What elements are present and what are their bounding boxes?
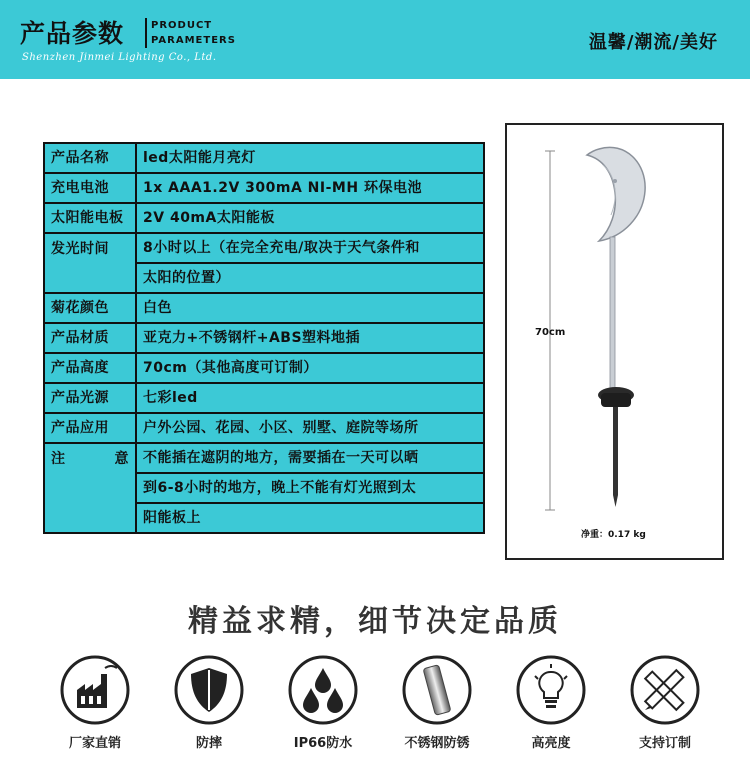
weight-label: 净重：0.17 kg xyxy=(581,530,646,540)
company-name: Shenzhen Jinmei Lighting Co., Ltd. xyxy=(22,52,217,63)
param-value-continued: 阳能板上 xyxy=(136,503,484,533)
param-value: led太阳能月亮灯 xyxy=(136,143,484,173)
light-bulb-icon xyxy=(515,654,587,726)
table-row xyxy=(44,323,484,353)
upper-stake xyxy=(610,237,615,392)
feature-item xyxy=(496,654,606,751)
header-title-en-line1: PRODUCT xyxy=(151,20,213,31)
table-row xyxy=(44,383,484,413)
ruler-pencil-icon xyxy=(629,654,701,726)
table-row xyxy=(44,353,484,383)
param-key-spread xyxy=(51,445,129,473)
param-value-continued: 太阳的位置） xyxy=(136,263,484,293)
param-key: 产品高度 xyxy=(44,353,136,383)
feature-label: 厂家直销 xyxy=(68,736,121,751)
header-title: 产品参数 xyxy=(20,19,125,48)
table-row-continued xyxy=(44,503,484,533)
parameter-table xyxy=(43,142,485,534)
param-key xyxy=(44,443,136,473)
param-key: 菊花颜色 xyxy=(44,293,136,323)
feature-item xyxy=(382,654,492,751)
param-value: 2V 40mA太阳能板 xyxy=(136,203,484,233)
feature-label: IP66防水 xyxy=(293,736,353,751)
feature-item xyxy=(40,654,150,751)
param-key: 产品应用 xyxy=(44,413,136,443)
param-key: 产品名称 xyxy=(44,143,136,173)
param-key-part-b: 意 xyxy=(114,450,129,467)
steel-tube-icon xyxy=(401,654,473,726)
factory-icon xyxy=(59,654,131,726)
param-value: 亚克力+不锈钢杆+ABS塑料地插 xyxy=(136,323,484,353)
param-value: 8小时以上（在完全充电/取决于天气条件和 xyxy=(136,233,484,263)
section-title: 精益求精，细节决定品质 xyxy=(188,604,562,639)
header-title-en xyxy=(151,18,236,48)
param-value: 户外公园、花园、小区、别墅、庭院等场所 xyxy=(136,413,484,443)
feature-item xyxy=(610,654,720,751)
param-value: 不能插在遮阴的地方，需要插在一天可以晒 xyxy=(136,443,484,473)
feature-row xyxy=(0,654,750,754)
height-label: 70cm xyxy=(535,327,566,338)
header-slogan: 温馨/潮流/美好 xyxy=(588,32,718,53)
table-row xyxy=(44,173,484,203)
param-key-empty xyxy=(44,263,136,293)
shield-icon xyxy=(173,654,245,726)
header-title-en-line2: PARAMETERS xyxy=(151,35,236,46)
param-key-empty xyxy=(44,473,136,503)
param-value: 七彩led xyxy=(136,383,484,413)
param-key: 发光时间 xyxy=(44,233,136,263)
table-row-continued xyxy=(44,263,484,293)
param-key: 产品材质 xyxy=(44,323,136,353)
table-row xyxy=(44,233,484,263)
ground-stake xyxy=(613,407,618,495)
table-row-continued xyxy=(44,473,484,503)
feature-label: 防摔 xyxy=(195,736,222,751)
table-row xyxy=(44,413,484,443)
feature-item xyxy=(268,654,378,751)
param-value: 白色 xyxy=(136,293,484,323)
param-key: 太阳能电板 xyxy=(44,203,136,233)
header-banner xyxy=(0,0,750,79)
feature-label: 高亮度 xyxy=(531,736,571,751)
feature-item xyxy=(154,654,264,751)
param-key: 产品光源 xyxy=(44,383,136,413)
table-row xyxy=(44,443,484,473)
param-key-part-a: 注 xyxy=(51,450,66,467)
table-row xyxy=(44,293,484,323)
param-key-empty xyxy=(44,503,136,533)
feature-label: 支持订制 xyxy=(638,736,691,751)
feature-label: 不锈钢防锈 xyxy=(404,736,470,751)
water-drops-icon xyxy=(287,654,359,726)
table-row xyxy=(44,143,484,173)
param-value-continued: 到6-8小时的地方，晚上不能有灯光照到太 xyxy=(136,473,484,503)
param-key: 充电电池 xyxy=(44,173,136,203)
table-row xyxy=(44,203,484,233)
param-value: 1x AAA1.2V 300mA NI-MH 环保电池 xyxy=(136,173,484,203)
moon-stake-light-illustration xyxy=(507,125,722,558)
param-value: 70cm（其他高度可订制） xyxy=(136,353,484,383)
moon-shape xyxy=(587,147,645,241)
header-divider xyxy=(145,18,147,48)
product-image-panel xyxy=(505,123,724,560)
